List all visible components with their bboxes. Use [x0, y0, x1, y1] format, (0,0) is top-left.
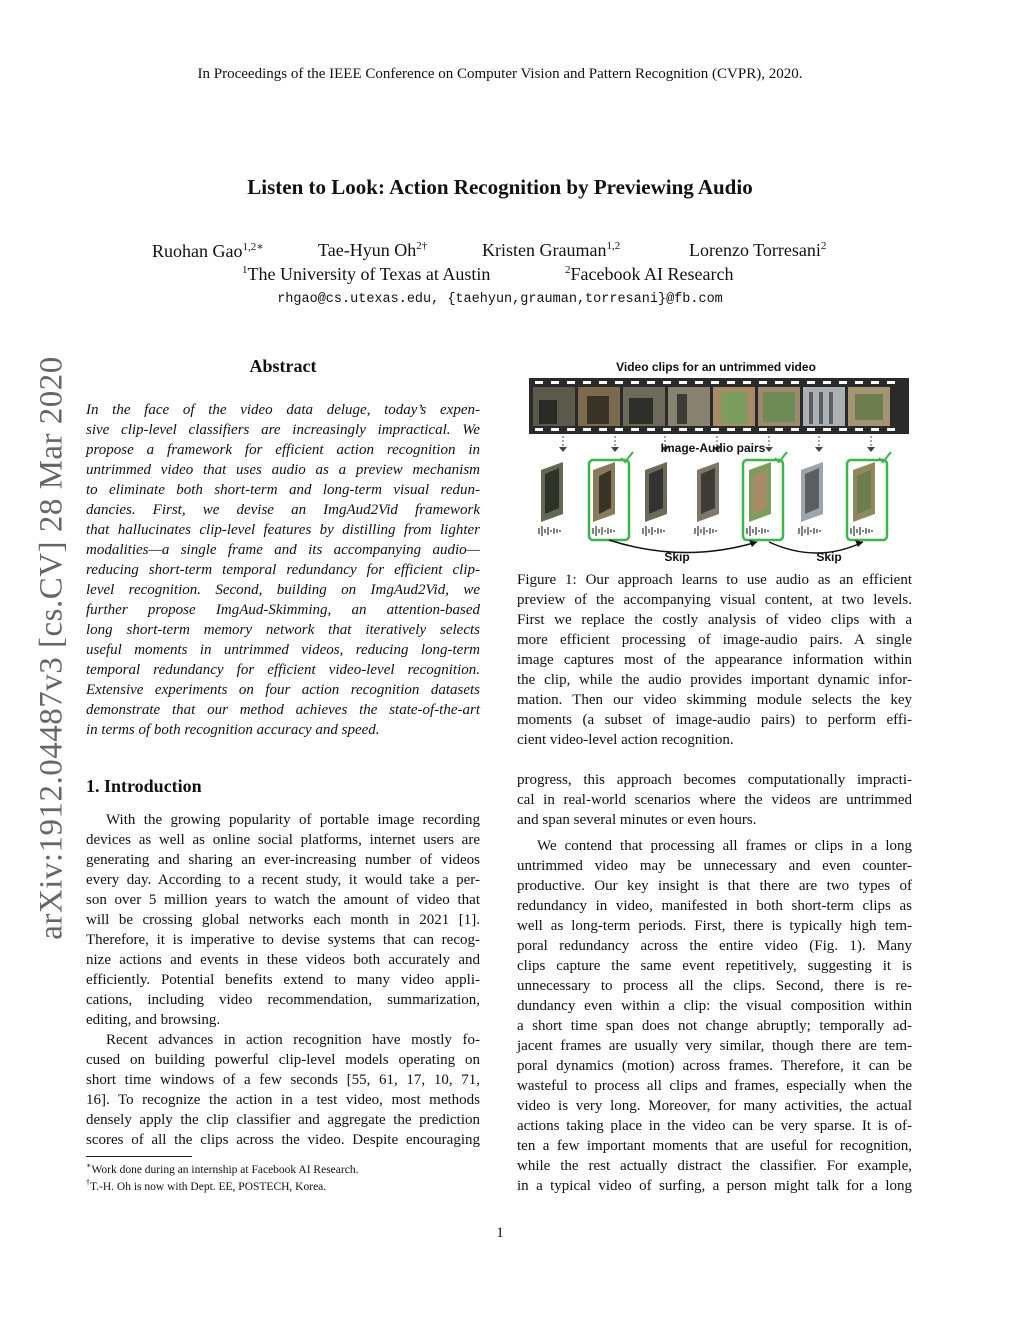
skip-label-1: Skip — [664, 550, 690, 564]
intro-right-column: progress, this approach becomes computationally impracti- cal in real-world scenarios where the videos are untrimmed and span several minutes or even hours. We contend that processing all frames or clips in a long untrimmed video may be unnecessary and even counter- productive. Our key insight is that there are two types of redundancy in video, manifested in both short-term clips as well as long-term periods. First, there is typically high tem- poral redundancy across the entire video (Fig. 1). Many clips capture the same event repetitively, suggesting it is unnecessary to process all the clips. Second, there is re- dundancy even within a clip: the visual composition within a short time span does not change abruptly; temporally ad- jacent frames are usually very similar, though there are tem- poral dynamics (motion) across frames. Therefore, it can be wasteful to process all clips and frames, especially when the video is very long. Moreover, for many activities, the actual actions taking place in the video can be very sparse. It is of- ten a few important moments that are useful for recognition, while the rest actually distract the classifier. For example, in a typical video of surfing, a person might talk for a long — [517, 772, 912, 1194]
affiliation-2: $^2$Facebook AI Research — [565, 264, 734, 284]
intro-left-column: With the growing popularity of portable image recording devices as well as online social platforms, internet users are generating and sharing an ever-increasing number of videos every day. According to a recent study, it would take a per- son over 5 million years to watch the amount of video that will be crossing global networks each month in 2021 [1]. Therefore, it is imperative to devise systems that can recog- nize actions and events in these videos both accurately and efficiently. Potential benefits extend to many video appli- cations, including video recommendation, summarization, editing, and browsing. Recent advances in action recognition have mostly fo- cused on building powerful clip-level models operating on short time windows of a few seconds [55, 61, 17, 10, 71, 16]. To recognize the action in a test video, most methods densely apply the clip classifier and aggregate the prediction scores of all the clips across the video. Despite encouraging — [86, 812, 480, 1148]
paper-title: Listen to Look: Action Recognition by Previewing Audio — [247, 175, 753, 199]
introduction-heading: 1. Introduction — [86, 776, 202, 796]
author-emails: rhgao@cs.utexas.edu, {taehyun,grauman,torresani}@fb.com — [277, 292, 723, 307]
footnote-2: †T.-H. Oh is now with Dept. EE, POSTECH, Korea. — [86, 1178, 327, 1193]
author-4: Lorenzo Torresani$^2$ — [689, 240, 827, 260]
affiliation-1: $^1$The University of Texas at Austin — [242, 264, 491, 284]
figure-1-caption: Figure 1: Our approach learns to use audio as an efficient preview of the accompanying visual content, at two levels. First we replace the costly analysis of video clips with a more efficient processing of image-audio pairs. A single image captures most of the appearance information within the clip, while the audio provides important dynamic infor- mation. Then our video skimming module selects the key moments (a subset of image-audio pairs) to perform effi- cient video-level action recognition. — [517, 572, 912, 748]
abstract-heading: Abstract — [249, 356, 317, 376]
venue-line: In Proceedings of the IEEE Conference on Computer Vision and Pattern Recognition (CVPR), 2020. — [197, 66, 803, 82]
figure-top-label: Video clips for an untrimmed video — [616, 360, 816, 374]
author-3: Kristen Grauman$^{1,2}$ — [482, 240, 621, 260]
skip-label-2: Skip — [816, 550, 842, 564]
figure-1 — [517, 352, 912, 567]
footnote-rule — [86, 1156, 192, 1157]
author-1: Ruohan Gao$^{1,2∗}$ — [152, 241, 264, 261]
author-2: Tae-Hyun $Oh^{2\dagger}$ — [318, 240, 428, 260]
page-number: 1 — [496, 1225, 504, 1241]
figure-middle-label: Image-Audio pairs — [660, 441, 766, 455]
footnote-1: ∗Work done during an internship at Facebook AI Research. — [86, 1161, 359, 1176]
abstract-body: In the face of the video data deluge, today’s expen- sive clip-level classifiers are increasingly impractical. We propose a framework for efficient action recognition in untrimmed video that uses audio as a preview mechanism to eliminate both short-term and long-term visual redun- dancies. First, we devise an ImgAud2Vid framework that hallucinates clip-level features by distilling from lighter modalities—a single frame and its accompanying audio— reducing short-term temporal redundancy for efficient clip- level recognition. Second, building on ImgAud2Vid, we further propose ImgAud-Skimming, an attention-based long short-term memory network that iteratively selects useful moments in untrimmed videos, reducing long-term temporal redundancy for efficient video-level recognition. Extensive experiments on four action recognition datasets demonstrate that our method achieves the state-of-the-art in terms of both recognition accuracy and speed. — [86, 402, 480, 738]
